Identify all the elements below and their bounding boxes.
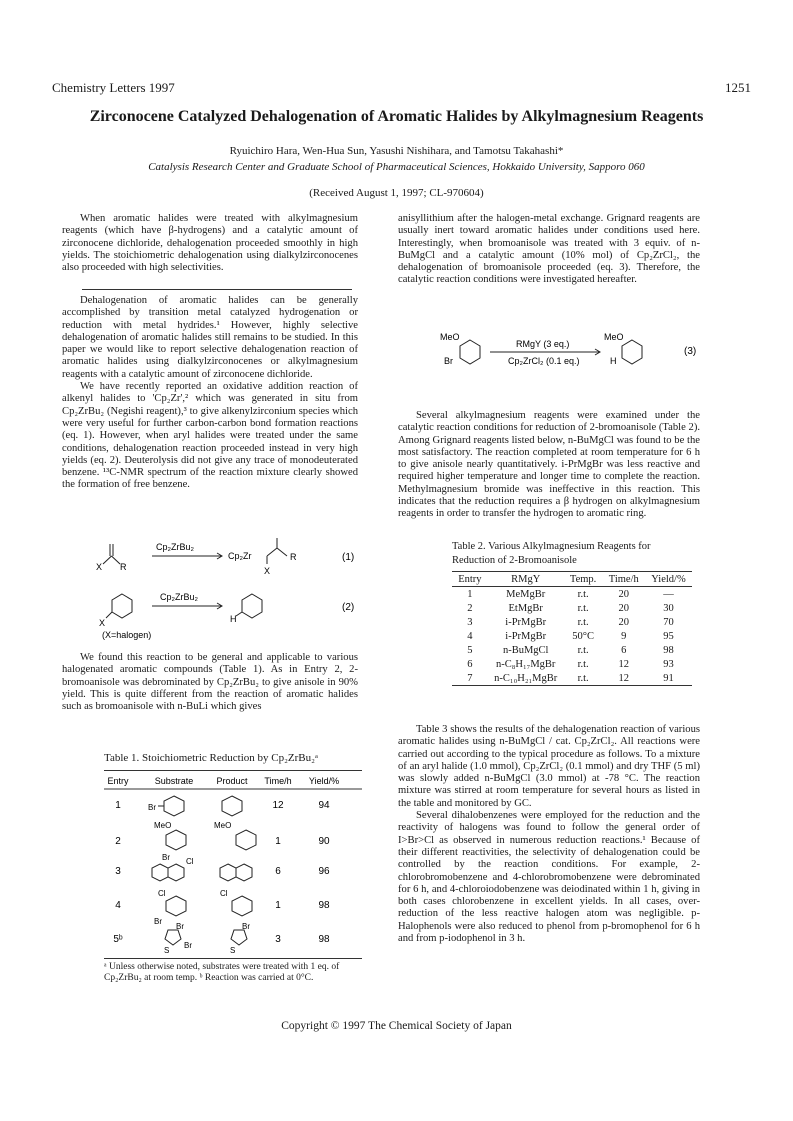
table2-cell: EtMgBr — [508, 602, 543, 614]
table1-structures — [152, 796, 256, 945]
table2-cell: 5 — [467, 644, 473, 656]
affiliation: Catalysis Research Center and Graduate School of Pharmaceutical Sciences, Hokkaido University, Sapporo 060 — [148, 161, 645, 173]
table-row — [452, 629, 692, 643]
eq1-reagent: Cp₂ZrBu₂ — [156, 542, 194, 552]
table2-cell: 9 — [621, 630, 627, 642]
reaction-scheme-1-2 — [62, 534, 362, 644]
table-row — [452, 587, 692, 602]
table1-row4-entry: 4 — [115, 900, 121, 911]
eq3-number: (3) — [684, 346, 697, 357]
table1-row4-yield: 98 — [318, 900, 330, 911]
table1-row5-yield: 98 — [318, 934, 330, 945]
eq1-product-r: R — [290, 552, 297, 562]
table1-row1-br: Br — [148, 803, 156, 812]
eq1-r-label: R — [120, 562, 127, 572]
table2-cell: 30 — [663, 602, 674, 614]
right-column-bottom — [398, 724, 700, 945]
table2-cell: 20 — [618, 616, 630, 628]
table2-cell: n-C₈H₁₇MgBr — [496, 658, 556, 670]
eq3-substrate-meo: MeO — [440, 332, 460, 342]
eq1-number: (1) — [342, 552, 355, 563]
table1-row1-entry: 1 — [115, 800, 121, 811]
table1-row2-time: 1 — [275, 836, 281, 847]
table2-cell: r.t. — [577, 602, 589, 614]
eq1-x-label: X — [96, 562, 103, 572]
paragraph-grignard: anisyllithium after the halogen-metal exchange. Grignard reagents are usually inert toward aromatic halides under conditions used here. Interestingly, when bromoanisole was treated with 3 equiv. of n-BuMgCl and a catalytic amount (10% mol) of Cp₂ZrCl₂, the dehalogenation of bromoanisole proceeded (eq. 3). Therefore, the catalytic reaction conditions were investigated hereafter. — [398, 213, 700, 286]
table2-cell: 93 — [663, 658, 674, 670]
table1-top-rule — [104, 770, 362, 771]
eq3-product-h: H — [610, 356, 617, 366]
table2-caption-line1: Table 2. Various Alkylmagnesium Reagents for — [452, 541, 651, 552]
table1-row5-br1: Br — [176, 922, 184, 931]
eq3-reagent-bottom: Cp₂ZrCl₂ (0.1 eq.) — [508, 356, 580, 366]
table2-header-entry: Entry — [458, 573, 482, 585]
table1-header-yield: Yield/% — [308, 776, 340, 786]
table2-cell: 20 — [618, 602, 630, 614]
eq1-product-metal: Cp₂Zr — [228, 551, 252, 561]
table2-cell: 50°C — [572, 630, 594, 642]
table2-cell: 3 — [467, 616, 473, 628]
table1-footnote: ᵃ Unless otherwise noted, substrates were treated with 1 eq. of Cp₂ZrBu₂ at room temp. ᵇ Reaction was carried at 0°C. — [104, 962, 340, 983]
table2-cell: r.t. — [577, 644, 589, 656]
table2-cell: 91 — [663, 672, 674, 684]
table2-cell: MeMgBr — [506, 588, 546, 600]
left-column-body — [62, 295, 358, 492]
table2-header-row — [452, 572, 692, 587]
table1-row1-yield: 94 — [318, 800, 330, 811]
table-row — [452, 601, 692, 615]
paragraph-alkylmagnesium: Several alkylmagnesium reagents were examined under the catalytic reaction conditions for reduction of 2-bromoanisole (Table 2). Among Grignard reagents listed below, n-BuMgCl was found to be the most satisfactory. The reaction completed at room temperature for 6 h to give anisole nearly quantitatively. i-PrMgBr was less reactive and required higher temperature and longer time to complete the reaction. Methylmagnesium bromide was ineffective in this reaction. This indicates that the reduction requires a β hydrogen on alkylmagnesium reagents in order to transfer the hydrogen to aromatic ring. — [398, 410, 700, 520]
table2-cell: r.t. — [577, 616, 589, 628]
table2-cell: 20 — [618, 588, 630, 600]
table1-row2-meo: MeO — [154, 821, 172, 830]
paragraph-dihalobenzenes: Several dihalobenzenes were employed for the reduction and the reactivity of halogens was found to follow the general order of I>Br>Cl as observed in numerous reduction reactions.¹ Because of their different reactivities, the selectivity of dehalogenation could be controlled by the reaction conditions. For example, 2-chlorobromobenzene and 4-chlorobromobenzene were debrominated for 6 h, and 4-chloroiodobenzene was deiodinated within 1 h, giving in both cases chlorobenzene in excellent yields. In all cases, over-reduction of the less reactive halogen atom was negligible. p-Halophenols were also reduced to phenol from p-bromophenol for 6 h and from p-iodophenol in 3 h. — [398, 810, 700, 945]
table1 — [104, 772, 362, 958]
article-title: Zirconocene Catalyzed Dehalogenation of Aromatic Halides by Alkylmagnesium Reagents — [89, 108, 704, 125]
table1-row2-yield: 90 — [318, 836, 330, 847]
abstract — [62, 213, 358, 274]
table2-cell: n-C₁₀H₂₁MgBr — [494, 672, 558, 684]
table2-cell: 6 — [621, 644, 627, 656]
table1-header-entry: Entry — [107, 776, 129, 786]
left-column-continued — [62, 652, 358, 713]
table1-row3-entry: 3 — [115, 866, 121, 877]
table2-caption-line2: Reduction of 2-Bromoanisole — [452, 555, 577, 566]
table-row — [452, 643, 692, 657]
table2-cell: r.t. — [577, 672, 589, 684]
eq3-substrate-br: Br — [444, 356, 453, 366]
table1-header-time: Time/h — [264, 776, 292, 786]
table2-cell: 98 — [663, 644, 674, 656]
paragraph-table1-intro: We found this reaction to be general and applicable to various halogenated aromatic compounds (Table 1). As in Entry 2, 2-bromoanisole was debrominated by Cp₂ZrBu₂ to give anisole in 90% yield. This is quite different from the reaction of aromatic halides such as bromoanisole with n-BuLi which gives — [62, 652, 358, 713]
paragraph-table3: Table 3 shows the results of the dehalogenation reaction of various aromatic halides using n-BuMgCl / cat. Cp₂ZrCl₂. All reactions were carried out according to the typical procedure as follows. To a mixture of an aryl halide (1.0 mmol), Cp₂ZrCl₂ (0.1 mmol) and dry THF (5 ml) was slowly added n-BuMgCl (3.0 mmol) at -78 °C. The reaction mixture was stirred at room temperature for several hours as listed in the table and monitored by GC. — [398, 724, 700, 809]
page-number: 1251 — [725, 80, 751, 95]
table1-row3-cl: Cl — [186, 857, 194, 866]
table1-bottom-rule — [104, 958, 362, 959]
table1-row5-br2: Br — [184, 941, 192, 950]
eq2-note: (X=halogen) — [102, 630, 152, 640]
table1-row3-yield: 96 — [318, 866, 330, 877]
table1-row2-br: Br — [162, 853, 170, 862]
received-date: (Received August 1, 1997; CL-970604) — [309, 187, 484, 199]
table2-cell: 12 — [618, 672, 630, 684]
paragraph-background: We have recently reported an oxidative addition reaction of alkenyl halides to 'Cp₂Zr',² which was generated in situ from Cp₂ZrBu₂ (Negishi reagent),³ to give alkenylzirconium species which were very useful for further carbon-carbon bond formation reactions (eq. 1). However, when aryl halides were treated under the same conditions, dehalogenation reaction proceeded instead in very high yields (eq. 2). Deuterolysis did not give any trace of monodeuterated benzene. ¹³C-NMR spectrum of the reaction mixture clearly showed the formation of free benzene. — [62, 381, 358, 491]
table1-caption: Table 1. Stoichiometric Reduction by Cp₂ZrBu₂ᵃ — [104, 752, 318, 764]
table1-row4-br: Br — [154, 917, 162, 926]
table2-cell: i-PrMgBr — [505, 630, 547, 642]
table2-header-time: Time/h — [608, 573, 639, 585]
eq2-reagent: Cp₂ZrBu₂ — [160, 592, 198, 602]
table2-cell: 2 — [467, 602, 473, 614]
table1-header-product: Product — [216, 776, 248, 786]
table1-row2-entry: 2 — [115, 836, 121, 847]
table2-cell: r.t. — [577, 588, 589, 600]
table2-cell: 95 — [663, 630, 674, 642]
table1-row4-time: 1 — [275, 900, 281, 911]
paragraph-intro: Dehalogenation of aromatic halides can be generally accomplished by transition metal catalyzed hydrogenation or reduction with metal hydrides.¹ However, highly selective dehalogenation of aromatic halides still remains to be studied. In this paper we would like to report selective dehalogenation reaction of aromatic halides using dialkylzirconocenes or alkylmagnesium reagents with a catalytic amount of zirconocene dichloride. — [62, 295, 358, 380]
table2-header-rmgy: RMgY — [511, 573, 541, 585]
table2-cell: 7 — [467, 672, 473, 684]
table2-cell: 4 — [467, 630, 473, 642]
table2-header-yield: Yield/% — [651, 573, 686, 585]
table-row — [452, 615, 692, 629]
table1-row3-time: 6 — [275, 866, 281, 877]
table2-cell: 70 — [663, 616, 674, 628]
eq2-h-label: H — [230, 614, 237, 624]
table1-row2-product-meo: MeO — [214, 821, 232, 830]
table1-row1-time: 12 — [272, 800, 284, 811]
right-column-mid — [398, 410, 700, 521]
table2-cell: 12 — [618, 658, 630, 670]
table1-row5-s: S — [164, 946, 170, 955]
table1-header-substrate: Substrate — [154, 776, 194, 786]
table2-cell: r.t. — [577, 658, 589, 670]
table-row — [452, 657, 692, 671]
table1-row4-product-cl: Cl — [220, 889, 228, 898]
copyright: Copyright © 1997 The Chemical Society of Japan — [281, 1020, 512, 1032]
abstract-divider — [82, 289, 352, 290]
table2 — [452, 572, 692, 686]
eq3-product-meo: MeO — [604, 332, 624, 342]
authors: Ryuichiro Hara, Wen-Hua Sun, Yasushi Nishihara, and Tamotsu Takahashi* — [229, 145, 564, 157]
eq2-number: (2) — [342, 602, 355, 613]
table1-row5-time: 3 — [275, 934, 281, 945]
eq1-product-x: X — [264, 566, 271, 576]
eq2-x-label: X — [99, 618, 106, 628]
table2-cell: 6 — [467, 658, 473, 670]
table2-cell: n-BuMgCl — [502, 644, 549, 656]
right-column-top — [398, 213, 700, 287]
table2-cell: 1 — [467, 588, 473, 600]
eq3-reagent-top: RMgY (3 eq.) — [516, 339, 570, 349]
table-row — [452, 671, 692, 686]
abstract-text: When aromatic halides were treated with alkylmagnesium reagents (which have β-hydrogens) and a catalytic amount of zirconocene dichloride, dehalogenation proceeded smoothly in high yields. The stoichiometric dehalogenation using dialkylzirconocenes also proceeded with high selectivities. — [62, 213, 358, 274]
table2-header-temp: Temp. — [569, 573, 597, 585]
table1-row4-cl: Cl — [158, 889, 166, 898]
table2-cell: i-PrMgBr — [505, 616, 547, 628]
table2-cell: — — [663, 588, 674, 600]
table1-row5-product-br: Br — [242, 922, 250, 931]
journal-name: Chemistry Letters 1997 — [52, 80, 175, 95]
table1-row5-entry: 5ᵇ — [113, 934, 123, 945]
reaction-scheme-3 — [420, 328, 710, 378]
table1-row5-product-s: S — [230, 946, 236, 955]
